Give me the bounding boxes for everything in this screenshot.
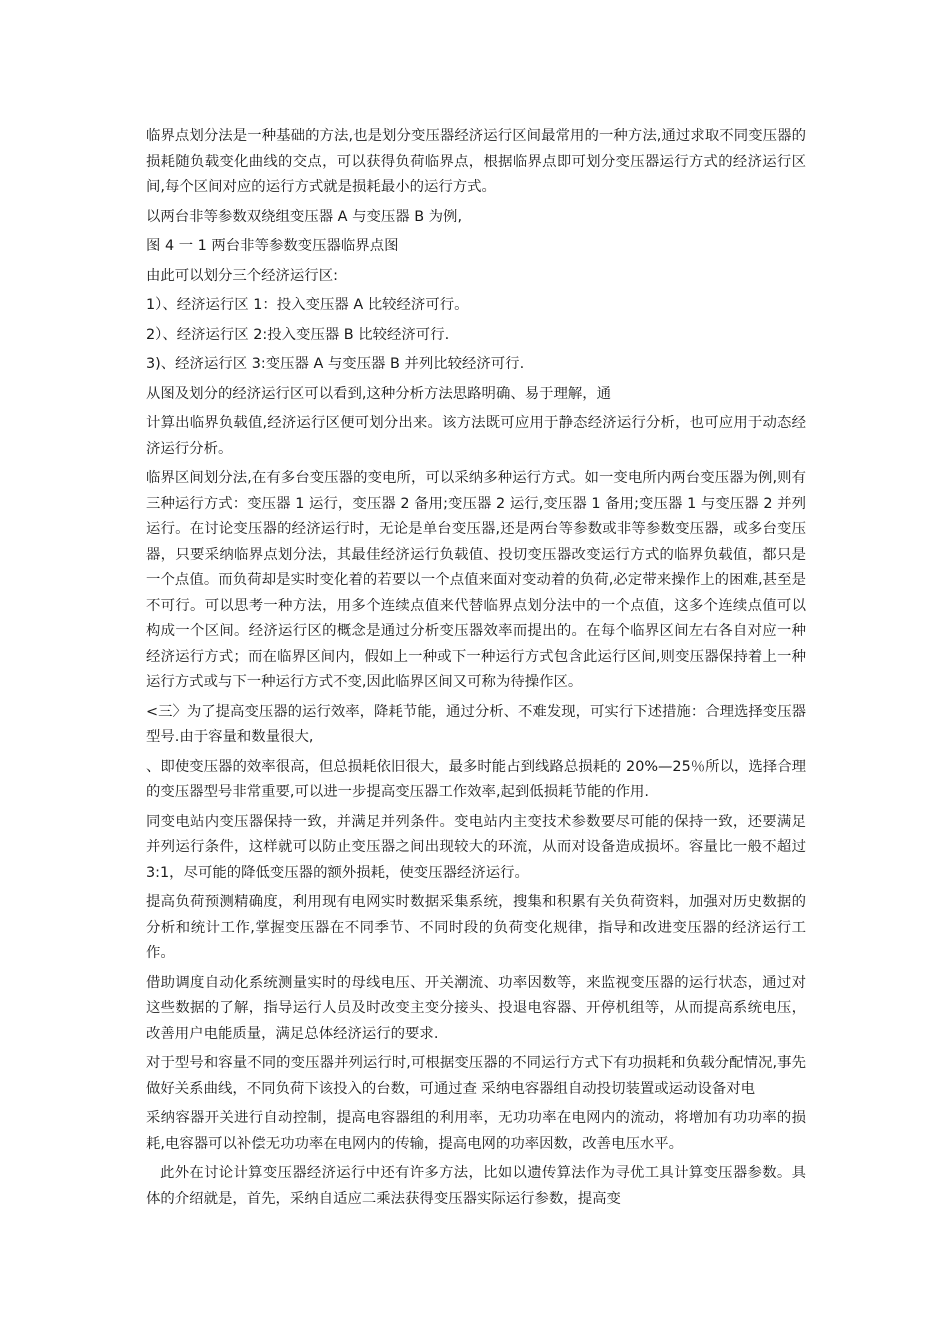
- list-item-zone-3: 3)、经济运行区 3:变压器 A 与变压器 B 并列比较经济可行.: [146, 356, 525, 372]
- paragraph-analysis-clear: 从图及划分的经济运行区可以看到,这种分析方法思路明确、易于理解，通: [146, 385, 612, 402]
- list-item-zone-2: 2）、经济运行区 2:投入变压器 B 比较经济可行.: [146, 326, 450, 343]
- figure-caption: 图 4 一 1 两台非等参数变压器临界点图: [146, 238, 399, 254]
- document-page: [146, 124, 806, 1216]
- paragraph-critical-point-method: 临界点划分法是一种基础的方法,也是划分变压器经济运行区间最常用的一种方法,通过求取不同变压器的损耗随负载变化曲线的交点，可以获得负荷临界点，根据临界点即可划分变压器运行方式的经济运行区间,每个区间对应的运行方式就是损耗最小的运行方式。: [146, 128, 806, 195]
- paragraph-transformer-model: 、即使变压器的效率很高，但总损耗依旧很大，最多时能占到线路总损耗的 20%—25％所以，选择合理的变压器型号非常重要,可以进一步提高变压器工作效率,起到低损耗节能的作用.: [146, 758, 806, 800]
- paragraph-critical-interval-method: 临界区间划分法,在有多台变压器的变电所，可以采纳多种运行方式。如一变电所内两台变压器为例,则有三种运行方式：变压器 1 运行，变压器 2 备用;变压器 2 运行,变压器 1 备用;变压器 1 与变压器 2 并列运行。在讨论变压器的经济运行时，无论是单台变压器,还是两台等参数或非等参数变压器，或多台变压器，只要采纳临界点划分法，其最佳经济运行负载值、投切变压器改变运行方式的临界负载值，都只是一个点值。而负荷却是实时变化着的若要以一个点值来面对变动着的负荷,必定带来操作上的困难,甚至是不可行。可以思考一种方法，用多个连续点值来代替临界点划分法中的一个点值，这多个连续点值可以构成一个区间。经济运行区的概念是通过分析变压器效率而提出的。在每个临界区间左右各自对应一种经济运行方式；而在临界区间内，假如上一种或下一种运行方式包含此运行区间,则变压器保持着上一种运行方式或与下一种运行方式不变,因此临界区间又可称为待操作区。: [146, 470, 806, 690]
- list-item-zone-1: 1）、经济运行区 1：投入变压器 A 比较经济可行。: [146, 297, 469, 313]
- paragraph-capacitor-control: 采纳容器开关进行自动控制，提高电容器组的利用率，无功功率在电网内的流动，将增加有功功率的损耗,电容器可以补偿无功功率在电网内的传输，提高电网的功率因数，改善电压水平。: [146, 1110, 806, 1152]
- paragraph-dispatch-automation: 借助调度自动化系统测量实时的母线电压、开关潮流、功率因数等，来监视变压器的运行状态，通过对这些数据的了解，指导运行人员及时改变主变分接头、投退电容器、开停机组等，从而提高系统电压，改善用户电能质量，满足总体经济运行的要求.: [146, 974, 806, 1042]
- paragraph-different-models: 对于型号和容量不同的变压器并列运行时,可根据变压器的不同运行方式下有功损耗和负载分配情况,事先做好关系曲线，不同负荷下该投入的台数，可通过查 采纳电容器组自动投切装置或运动设备对电: [146, 1055, 806, 1097]
- paragraph-measures-intro: <三〉为了提高变压器的运行效率，降耗节能，通过分析、不难发现，可实行下述措施：合理选择变压器型号.由于容量和数量很大,: [146, 703, 806, 745]
- paragraph-static-dynamic: 计算出临界负载值,经济运行区便可划分出来。该方法既可应用于静态经济运行分析，也可应用于动态经济运行分析。: [146, 415, 806, 457]
- paragraph-three-zones: 由此可以划分三个经济运行区:: [146, 267, 338, 284]
- paragraph-example-intro: 以两台非等参数双绕组变压器 A 与变压器 B 为例,: [146, 208, 463, 225]
- paragraph-load-forecast: 提高负荷预测精确度，利用现有电网实时数据采集系统，搜集和积累有关负荷资料，加强对历史数据的分析和统计工作,掌握变压器在不同季节、不同时段的负荷变化规律，指导和改进变压器的经济运行工作。: [146, 894, 806, 961]
- paragraph-genetic-algorithm: 此外在讨论计算变压器经济运行中还有许多方法，比如以遗传算法作为寻优工具计算变压器参数。具体的介绍就是，首先，采纳自适应二乘法获得变压器实际运行参数，提高变: [146, 1165, 806, 1207]
- paragraph-parallel-conditions: 同变电站内变压器保持一致，并满足并列条件。变电站内主变技术参数要尽可能的保持一致，还要满足并列运行条件，这样就可以防止变压器之间出现较大的环流，从而对设备造成损坏。容量比一般不超过 3:1，尽可能的降低变压器的额外损耗，使变压器经济运行。: [146, 813, 806, 881]
